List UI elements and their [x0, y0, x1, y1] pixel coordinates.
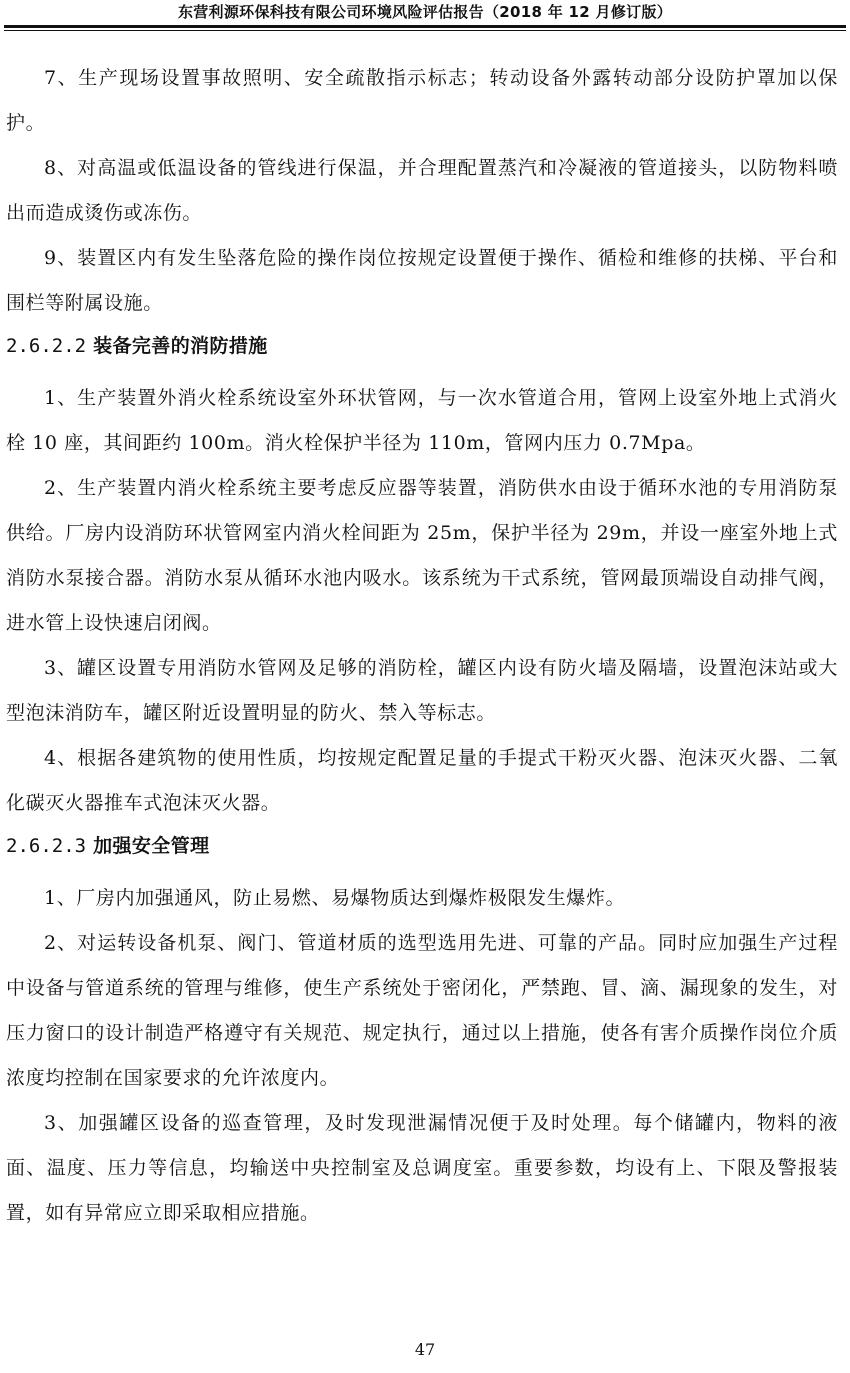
paragraph-safety-3: 3、加强罐区设备的巡查管理，及时发现泄漏情况便于及时处理。每个储罐内，物料的液面、温度、压力等信息，均输送中央控制室及总调度室。重要参数，均设有上、下限及警报装置，如有异常应立即采取相应措施。 [6, 1112, 838, 1224]
header-rule-thick [4, 25, 846, 28]
paragraph-fire-2: 2、生产装置内消火栓系统主要考虑反应器等装置，消防供水由设于循环水池的专用消防泵供给。厂房内设消防环状管网室内消火栓间距为 25m，保护半径为 29m，并设一座室外地上式消防水泵接合器。消防水泵从循环水池内吸水。该系统为干式系统，管网最顶端设自动排气阀，进水管上设快速启闭阀。 [6, 477, 838, 634]
section-number: 2.6.2.3 [6, 835, 87, 857]
section-number: 2.6.2.2 [6, 335, 87, 357]
section-title: 装备完善的消防措施 [93, 335, 268, 357]
paragraph-safety-2: 2、对运转设备机泵、阀门、管道材质的选型选用先进、可靠的产品。同时应加强生产过程中设备与管道系统的管理与维修，使生产系统处于密闭化，严禁跑、冒、滴、漏现象的发生，对压力窗口的设计制造严格遵守有关规范、规定执行，通过以上措施，使各有害介质操作岗位介质浓度均控制在国家要求的允许浓度内。 [6, 932, 838, 1089]
paragraph-safety-1: 1、厂房内加强通风，防止易燃、易爆物质达到爆炸极限发生爆炸。 [44, 887, 626, 909]
paragraph-fire-4: 4、根据各建筑物的使用性质，均按规定配置足量的手提式干粉灭火器、泡沫灭火器、二氧化碳灭火器推车式泡沫灭火器。 [6, 747, 838, 814]
spacer [6, 366, 838, 376]
section-title: 加强安全管理 [93, 835, 210, 857]
report-title: 东营利源环保科技有限公司环境风险评估报告（2018 年 12 月修订版） [177, 3, 673, 21]
spacer [6, 866, 838, 876]
paragraph-fire-3: 3、罐区设置专用消防水管网及足够的消防栓，罐区内设有防火墙及隔墙，设置泡沫站或大型泡沫消防车，罐区附近设置明显的防火、禁入等标志。 [6, 657, 838, 724]
page-number: 47 [414, 1340, 436, 1359]
paragraph-item-9: 9、装置区内有发生坠落危险的操作岗位按规定设置便于操作、循检和维修的扶梯、平台和围栏等附属设施。 [6, 247, 838, 314]
header-rule-thin [4, 30, 846, 31]
section-heading-safety-management [6, 826, 838, 866]
paragraph-item-8: 8、对高温或低温设备的管线进行保温，并合理配置蒸汽和冷凝液的管道接头，以防物料喷出而造成烫伤或冻伤。 [6, 157, 838, 224]
paragraph-item-7: 7、生产现场设置事故照明、安全疏散指示标志；转动设备外露转动部分设防护罩加以保护。 [6, 67, 838, 134]
paragraph-fire-1: 1、生产装置外消火栓系统设室外环状管网，与一次水管道合用，管网上设室外地上式消火栓 10 座，其间距约 100m。消火栓保护半径为 110m，管网内压力 0.7Mpa。 [6, 387, 838, 454]
section-heading-fire-measures [6, 326, 838, 366]
document-body [6, 56, 838, 1236]
